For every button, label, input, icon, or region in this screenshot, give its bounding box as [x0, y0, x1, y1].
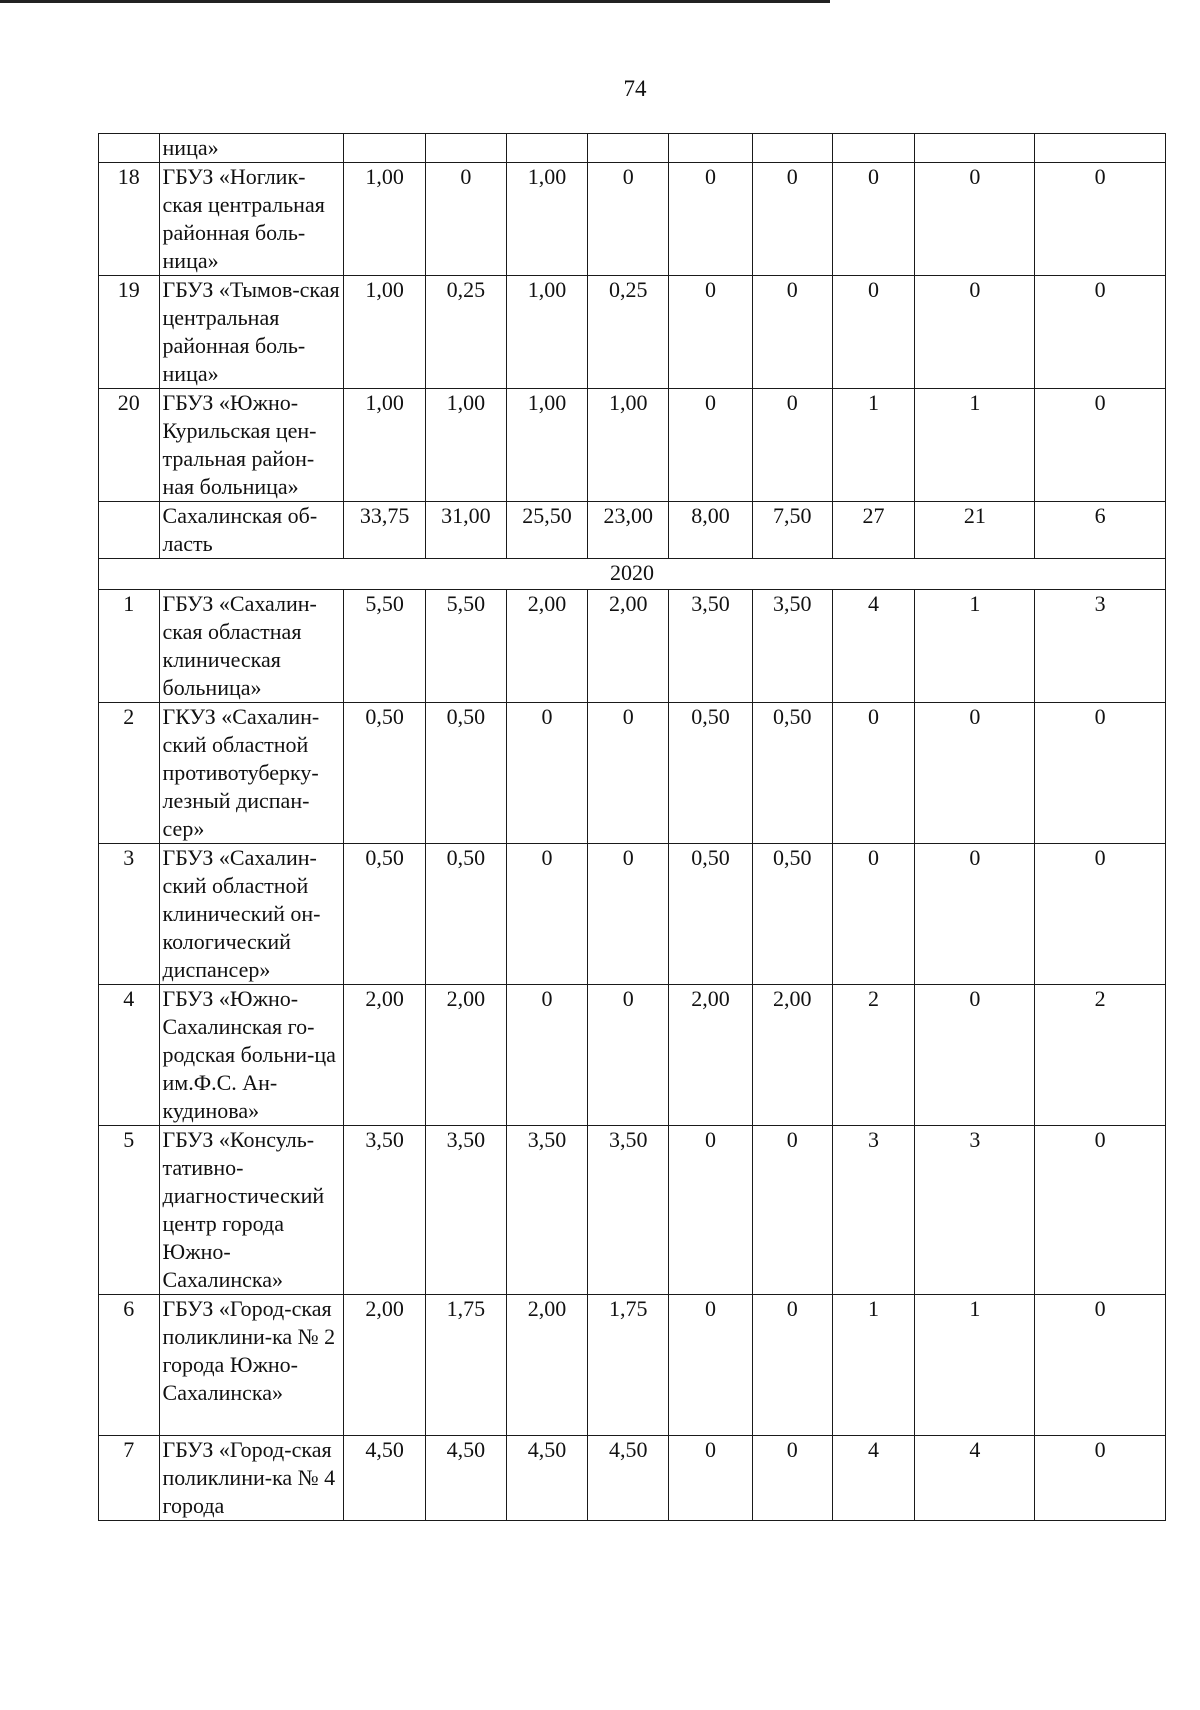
- value-cell: 7,50: [752, 502, 832, 559]
- value-cell: 25,50: [506, 502, 588, 559]
- institution-name: ГБУЗ «Сахалин-ский областной клинический он-кологический диспансер»: [159, 844, 344, 985]
- row-number: 2: [99, 703, 160, 844]
- value-cell: 31,00: [425, 502, 506, 559]
- value-cell: 0: [1035, 1126, 1166, 1295]
- institution-name: ГКУЗ «Сахалин-ский областной противотуберку-лезный диспан-сер»: [159, 703, 344, 844]
- value-cell: 1,00: [588, 389, 669, 502]
- table-row: [99, 276, 1166, 389]
- value-cell: 4: [832, 590, 915, 703]
- table-row: [99, 844, 1166, 985]
- table-row: [99, 590, 1166, 703]
- value-cell: 1: [915, 1295, 1035, 1436]
- value-cell: 3: [1035, 590, 1166, 703]
- value-cell: 3,50: [506, 1126, 588, 1295]
- value-cell: 4,50: [588, 1436, 669, 1521]
- value-cell: 0,50: [425, 844, 506, 985]
- value-cell: 3,50: [669, 590, 753, 703]
- institution-name: ГБУЗ «Город-ская поликлини-ка № 2 города Южно-Сахалинска»: [159, 1295, 344, 1436]
- value-cell: 0: [506, 703, 588, 844]
- value-cell: 0: [1035, 389, 1166, 502]
- value-cell: 0: [752, 163, 832, 276]
- value-cell: 8,00: [669, 502, 753, 559]
- value-cell: 1,00: [506, 389, 588, 502]
- value-cell: 0: [915, 163, 1035, 276]
- row-number: 6: [99, 1295, 160, 1436]
- value-cell: 1,75: [588, 1295, 669, 1436]
- value-cell: 0,50: [752, 844, 832, 985]
- value-cell: [506, 134, 588, 163]
- value-cell: 0: [506, 985, 588, 1126]
- value-cell: 1,75: [425, 1295, 506, 1436]
- row-number: 7: [99, 1436, 160, 1521]
- value-cell: [669, 134, 753, 163]
- value-cell: 0: [588, 985, 669, 1126]
- institution-name: ница»: [159, 134, 344, 163]
- value-cell: 4,50: [344, 1436, 426, 1521]
- value-cell: 4: [832, 1436, 915, 1521]
- value-cell: 4,50: [506, 1436, 588, 1521]
- value-cell: 3,50: [425, 1126, 506, 1295]
- value-cell: 0: [832, 163, 915, 276]
- staffing-table: [98, 133, 1166, 1521]
- year-label: 2020: [99, 559, 1166, 590]
- institution-name: ГБУЗ «Южно-Сахалинская го-родская больни-ца им.Ф.С. Ан-кудинова»: [159, 985, 344, 1126]
- value-cell: 0: [1035, 703, 1166, 844]
- value-cell: 0: [588, 703, 669, 844]
- table-row: [99, 502, 1166, 559]
- value-cell: 1,00: [425, 389, 506, 502]
- value-cell: 1: [832, 1295, 915, 1436]
- value-cell: 0: [915, 703, 1035, 844]
- value-cell: 2,00: [588, 590, 669, 703]
- row-number: 5: [99, 1126, 160, 1295]
- table-body: [99, 134, 1166, 1521]
- value-cell: 3,50: [344, 1126, 426, 1295]
- table-row: [99, 703, 1166, 844]
- value-cell: [588, 134, 669, 163]
- value-cell: 3: [832, 1126, 915, 1295]
- value-cell: 0: [752, 276, 832, 389]
- value-cell: 3: [915, 1126, 1035, 1295]
- value-cell: 0: [915, 985, 1035, 1126]
- value-cell: 0,25: [425, 276, 506, 389]
- table-row: [99, 1295, 1166, 1436]
- value-cell: 0,25: [588, 276, 669, 389]
- value-cell: 27: [832, 502, 915, 559]
- scan-edge-line: [0, 0, 830, 3]
- value-cell: 0: [506, 844, 588, 985]
- value-cell: 0,50: [752, 703, 832, 844]
- value-cell: 0: [669, 163, 753, 276]
- value-cell: 0: [832, 703, 915, 844]
- table-row: [99, 389, 1166, 502]
- row-number: 19: [99, 276, 160, 389]
- value-cell: 0: [669, 389, 753, 502]
- value-cell: 0,50: [669, 703, 753, 844]
- value-cell: 1: [832, 389, 915, 502]
- value-cell: [752, 134, 832, 163]
- value-cell: 2,00: [344, 1295, 426, 1436]
- value-cell: [832, 134, 915, 163]
- value-cell: [915, 134, 1035, 163]
- year-header-row: [99, 559, 1166, 590]
- value-cell: 0: [832, 276, 915, 389]
- value-cell: 0: [752, 1436, 832, 1521]
- value-cell: [425, 134, 506, 163]
- value-cell: 4: [915, 1436, 1035, 1521]
- value-cell: 2: [832, 985, 915, 1126]
- value-cell: 0,50: [425, 703, 506, 844]
- row-number: [99, 502, 160, 559]
- value-cell: 1,00: [506, 276, 588, 389]
- value-cell: 0: [832, 844, 915, 985]
- value-cell: 2,00: [344, 985, 426, 1126]
- value-cell: 33,75: [344, 502, 426, 559]
- row-number: [99, 134, 160, 163]
- value-cell: 1: [915, 590, 1035, 703]
- table-row: [99, 985, 1166, 1126]
- value-cell: 1,00: [344, 276, 426, 389]
- table-row: [99, 1126, 1166, 1295]
- value-cell: 0: [669, 1295, 753, 1436]
- value-cell: 2,00: [506, 590, 588, 703]
- value-cell: 0: [1035, 163, 1166, 276]
- table-row: [99, 1436, 1166, 1521]
- value-cell: 1,00: [506, 163, 588, 276]
- value-cell: 0: [1035, 1436, 1166, 1521]
- value-cell: 0: [588, 844, 669, 985]
- value-cell: 0: [1035, 844, 1166, 985]
- value-cell: [344, 134, 426, 163]
- value-cell: 1,00: [344, 389, 426, 502]
- value-cell: 21: [915, 502, 1035, 559]
- value-cell: 0,50: [344, 703, 426, 844]
- institution-name: ГБУЗ «Южно-Курильская цен-тральная район-ная больница»: [159, 389, 344, 502]
- institution-name: Сахалинская об-ласть: [159, 502, 344, 559]
- value-cell: 0: [752, 389, 832, 502]
- value-cell: 3,50: [752, 590, 832, 703]
- row-number: 18: [99, 163, 160, 276]
- table-row: [99, 163, 1166, 276]
- value-cell: 6: [1035, 502, 1166, 559]
- row-number: 3: [99, 844, 160, 985]
- value-cell: 5,50: [344, 590, 426, 703]
- value-cell: 0: [669, 1436, 753, 1521]
- institution-name: ГБУЗ «Сахалин-ская областная клиническая больница»: [159, 590, 344, 703]
- value-cell: 0: [669, 1126, 753, 1295]
- value-cell: 2,00: [425, 985, 506, 1126]
- value-cell: 0: [669, 276, 753, 389]
- value-cell: 0: [752, 1295, 832, 1436]
- value-cell: 1: [915, 389, 1035, 502]
- value-cell: 2,00: [669, 985, 753, 1126]
- row-number: 1: [99, 590, 160, 703]
- value-cell: 0,50: [344, 844, 426, 985]
- page-number: 74: [623, 76, 647, 101]
- value-cell: 0: [752, 1126, 832, 1295]
- value-cell: 2,00: [752, 985, 832, 1126]
- value-cell: [1035, 134, 1166, 163]
- row-number: 4: [99, 985, 160, 1126]
- institution-name: ГБУЗ «Город-ская поликлини-ка № 4 города: [159, 1436, 344, 1521]
- row-number: 20: [99, 389, 160, 502]
- value-cell: 3,50: [588, 1126, 669, 1295]
- value-cell: 5,50: [425, 590, 506, 703]
- value-cell: 0: [1035, 1295, 1166, 1436]
- value-cell: 0: [588, 163, 669, 276]
- value-cell: 0: [915, 844, 1035, 985]
- value-cell: 2: [1035, 985, 1166, 1126]
- value-cell: 4,50: [425, 1436, 506, 1521]
- institution-name: ГБУЗ «Ноглик-ская центральная районная боль-ница»: [159, 163, 344, 276]
- value-cell: 0: [1035, 276, 1166, 389]
- value-cell: 23,00: [588, 502, 669, 559]
- value-cell: 1,00: [344, 163, 426, 276]
- value-cell: 0: [915, 276, 1035, 389]
- value-cell: 2,00: [506, 1295, 588, 1436]
- table-row: [99, 134, 1166, 163]
- value-cell: 0: [425, 163, 506, 276]
- value-cell: 0,50: [669, 844, 753, 985]
- institution-name: ГБУЗ «Тымов-ская центральная районная боль-ница»: [159, 276, 344, 389]
- institution-name: ГБУЗ «Консуль-тативно-диагностический центр города Южно-Сахалинска»: [159, 1126, 344, 1295]
